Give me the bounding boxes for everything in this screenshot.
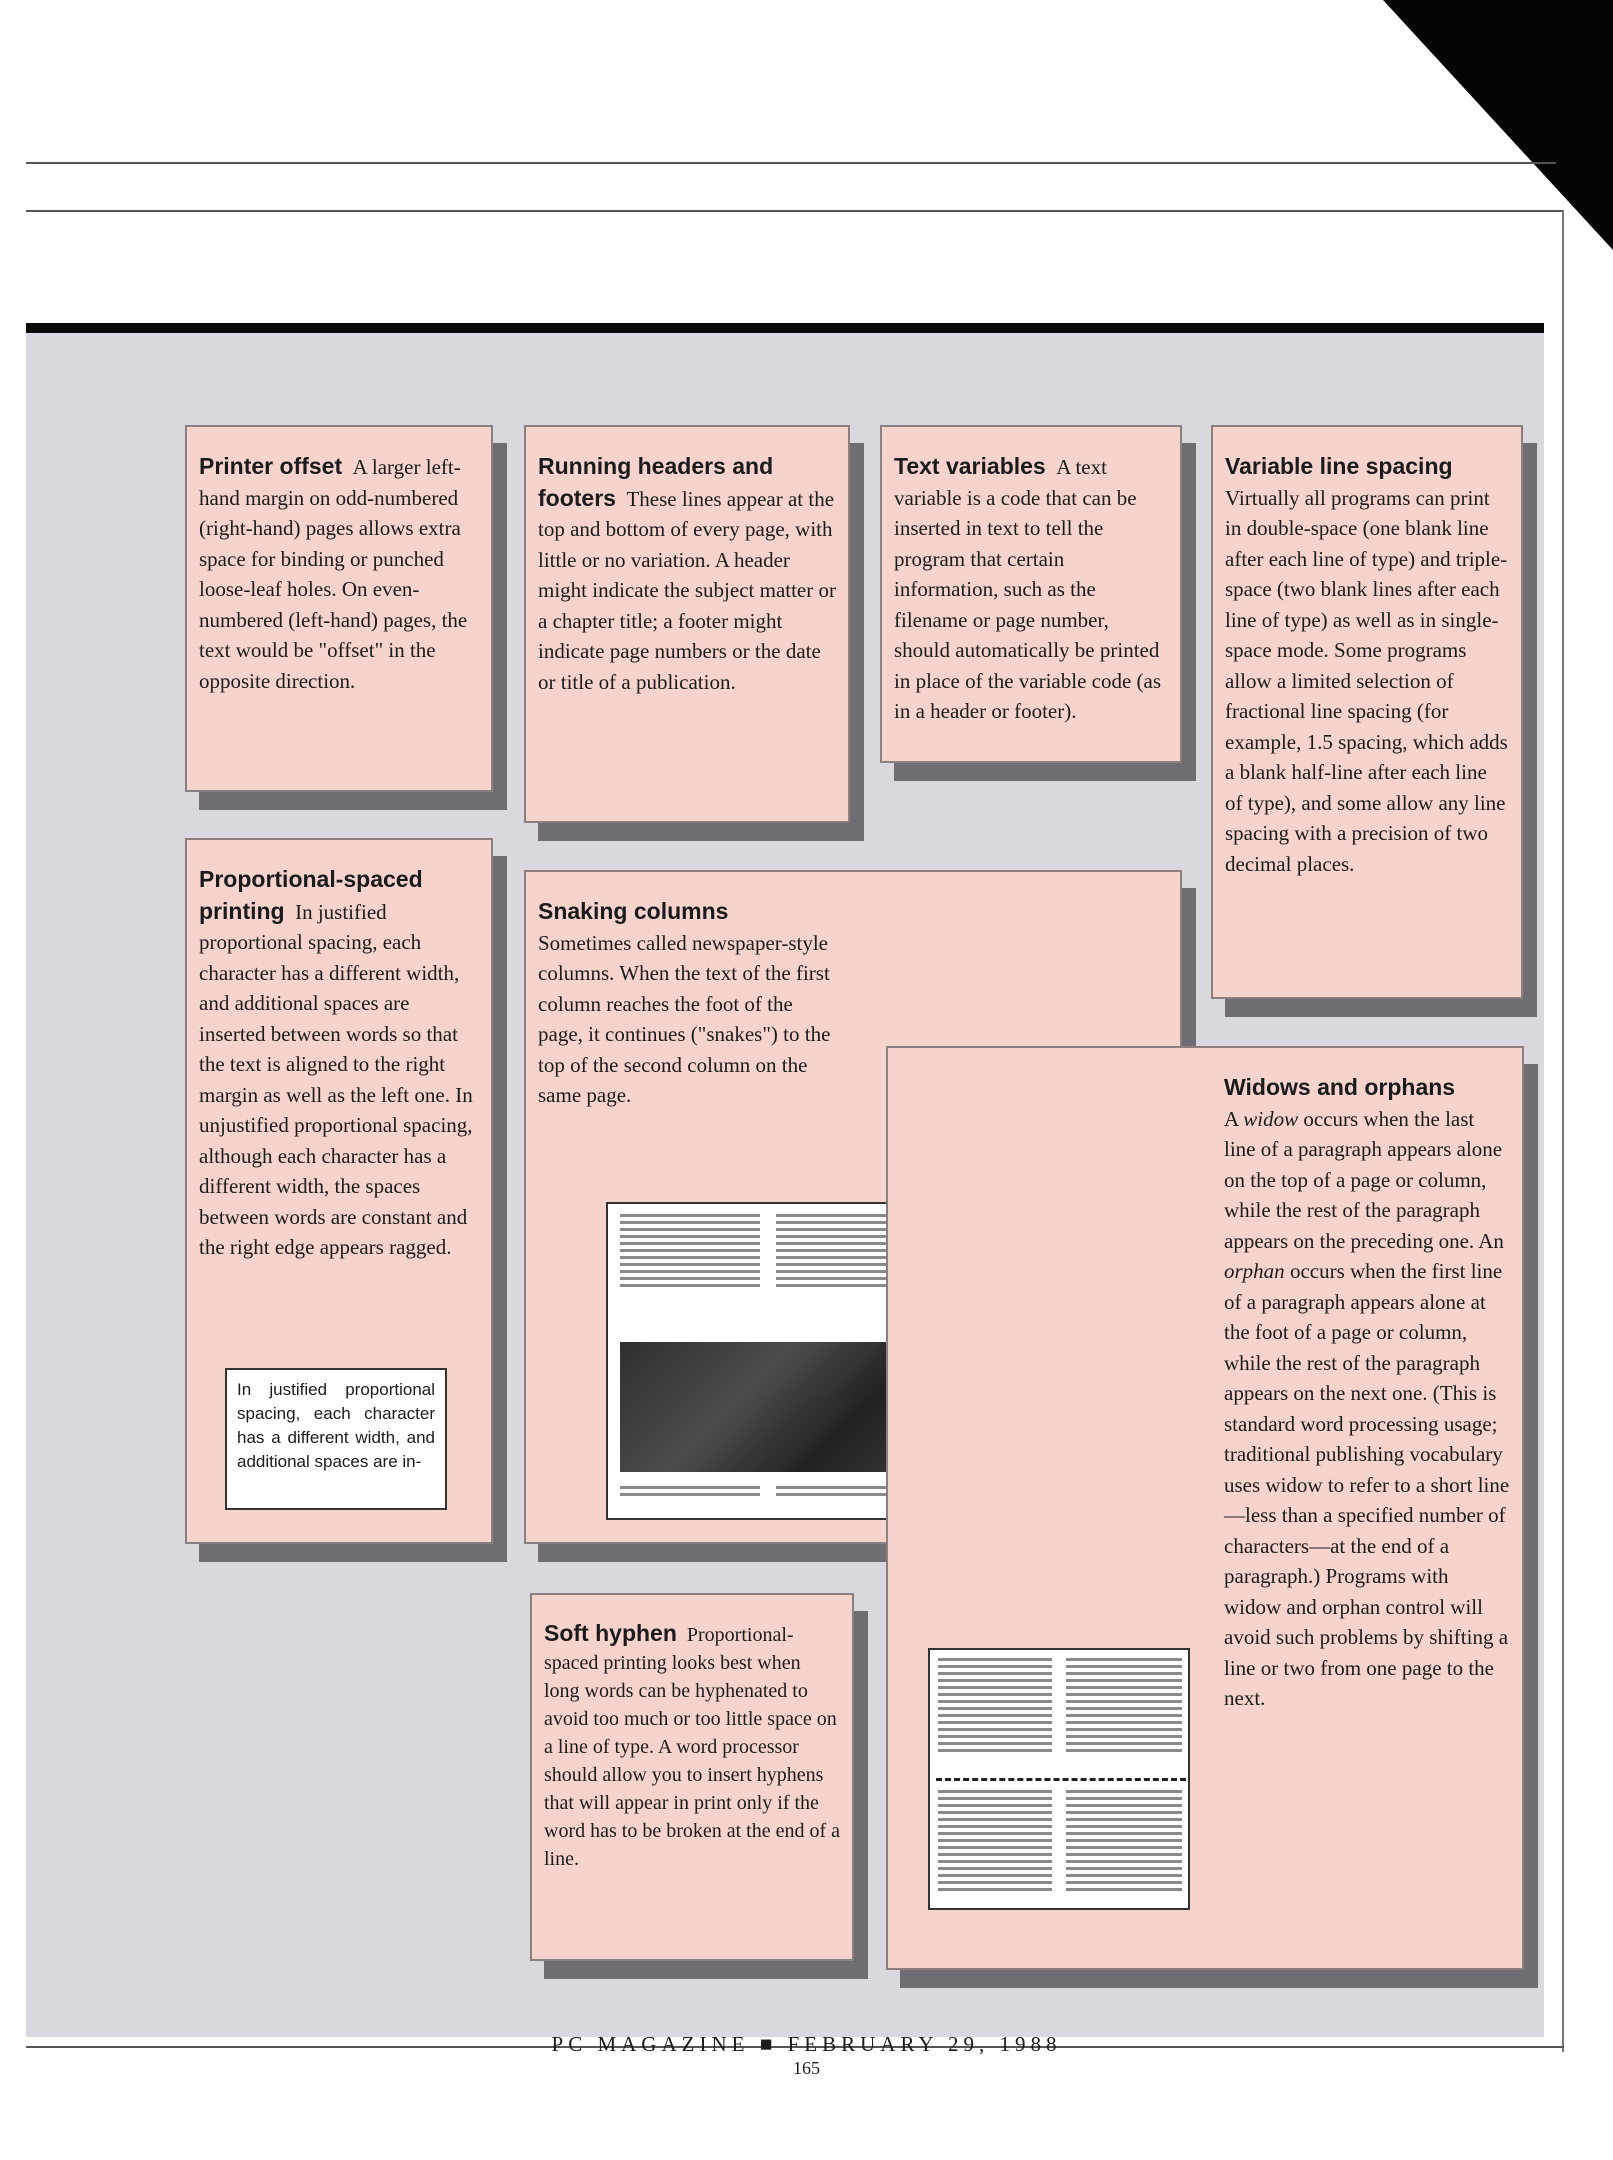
card-soft-hyphen — [530, 1593, 854, 1961]
top-rule — [26, 162, 1556, 164]
card-text-variables — [880, 425, 1182, 763]
second-rule — [26, 210, 1564, 212]
body-text-variables: A text variable is a code that can be inserted in text to tell the program that certain information, such as the filename or page number, should automatically be printed in place of the variable code (as in a header or footer). — [894, 455, 1162, 723]
mini-page-column-2 — [1066, 1658, 1182, 1756]
term-text-variables: Text variables — [894, 453, 1046, 479]
page-corner-fold — [1383, 0, 1613, 250]
mini-page-column-4 — [1066, 1790, 1182, 1895]
page-number: 165 — [793, 2058, 820, 2078]
term-proportional-spacing: Proportional-spaced printing — [199, 866, 423, 924]
body-widows-orphans-c: occurs when the first line of a paragraph appears alone at the foot of a page or column, while the rest of the paragraph appears on the next one. (This is standard word processing usage; traditional publishing vocabulary uses widow to refer to a short line—less than a specified number of characters—at the end of a paragraph.) Programs with widow and orphan control will avoid such problems by shifting a line or two from one page to the next. — [1224, 1259, 1510, 1710]
mini-column-1 — [620, 1214, 760, 1291]
body-printer-offset: A larger left-hand margin on odd-numbered (right-hand) pages allows extra space for binding or punched loose-leaf holes. On even-numbered (left-hand) pages, the text would be "offset" in the opposite direction. — [199, 455, 468, 693]
body-soft-hyphen: Proportional-spaced printing looks best when long words can be hyphenated to avoid too much or too little space on a line of type. A word processor should allow you to insert hyphens that will appear in print only if the word has to be broken at the end of a line. — [544, 1624, 841, 1870]
term-running-headers: Running headers and footers — [538, 453, 774, 511]
footer-magazine: PC MAGAZINE — [551, 2032, 750, 2056]
page-footer — [0, 2032, 1613, 2057]
widows-orphans-illustration — [928, 1648, 1190, 1910]
term-printer-offset: Printer offset — [199, 453, 343, 479]
term-variable-line-spacing: Variable line spacing — [1225, 453, 1453, 479]
term-snaking-columns: Snaking columns — [538, 898, 729, 924]
body-snaking-columns: Sometimes called newspaper-style columns. When the text of the first column reaches the foot of the page, it continues ("snakes") to the top of the second column on the same page. — [538, 930, 831, 1107]
term-soft-hyphen: Soft hyphen — [544, 1620, 677, 1646]
body-proportional-spacing: In justified proportional spacing, each character has a different width, and additional spaces are inserted between words so that the text is aligned to the right margin as well as the left one. In unjustified proportional spacing, although each character has a different width, the spaces between words are constant and the right edge appears ragged. — [199, 899, 473, 1259]
mini-caption-1 — [620, 1486, 760, 1500]
justified-text-sample — [225, 1368, 447, 1510]
mini-page-column-3 — [938, 1790, 1052, 1895]
card-proportional-spacing — [185, 838, 493, 1544]
card-running-headers — [524, 425, 850, 823]
footer-separator: ■ — [759, 2032, 778, 2056]
em-widow: widow — [1243, 1106, 1299, 1131]
page-break-line — [936, 1778, 1186, 1781]
justified-sample-text: In justified proportional spacing, each character has a different width, and additional spaces are in- — [237, 1380, 435, 1471]
card-widows-orphans — [886, 1046, 1524, 1970]
body-running-headers: These lines appear at the top and bottom of every page, with little or no variation. A header might indicate the subject matter or a chapter title; a footer might indicate page numbers or the date or title of a publication. — [538, 486, 836, 694]
em-orphan: orphan — [1224, 1259, 1285, 1283]
body-widows-orphans-b: occurs when the last line of a paragraph appears alone on the top of a page or column, while the rest of the paragraph appears on the preceding one. An — [1224, 1106, 1504, 1253]
term-widows-orphans: Widows and orphans — [1224, 1074, 1456, 1100]
body-widows-orphans-a: A — [1224, 1106, 1244, 1131]
mini-page-column-1 — [938, 1658, 1052, 1756]
card-variable-line-spacing — [1211, 425, 1523, 999]
footer-date: FEBRUARY 29, 1988 — [787, 2032, 1062, 2056]
body-variable-line-spacing: Virtually all programs can print in double-space (one blank line after each line of type) and triple-space (two blank lines after each line of type) as well as in single-space mode. Some programs allow a limited selection of fractional line spacing (for example, 1.5 spacing, which adds a blank half-line after each line of type), and some allow any line spacing with a precision of two decimal places. — [1225, 485, 1508, 876]
card-printer-offset — [185, 425, 493, 792]
frame-right-edge — [1562, 210, 1564, 2052]
